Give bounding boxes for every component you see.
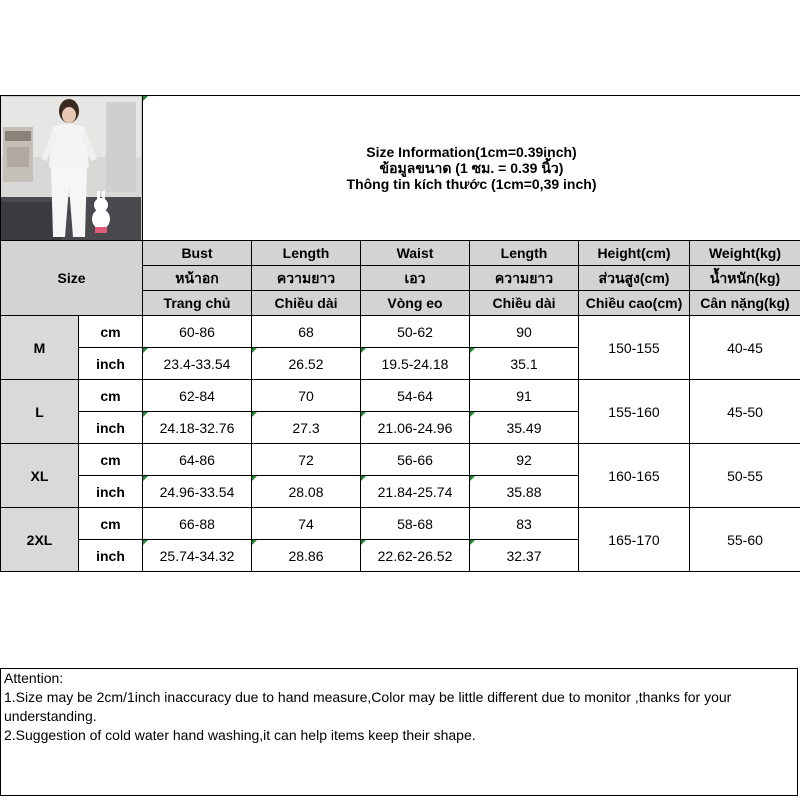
cell-corner-marker [470, 540, 475, 545]
title-thai: ข้อมูลขนาด (1 ซม. = 0.39 นิ้ว) [379, 160, 564, 176]
2xl-length-cm: 74 [252, 508, 361, 540]
title-vietnamese: Thông tin kích thước (1cm=0,39 inch) [346, 176, 597, 192]
xl-bust-cm: 64-86 [143, 444, 252, 476]
l-length-inch: 27.3 [252, 412, 361, 444]
col-header-waist-vi: Vòng eo [361, 291, 470, 316]
l-bust-cm: 62-84 [143, 380, 252, 412]
cell-corner-marker [361, 540, 366, 545]
unit-cm: cm [79, 508, 143, 540]
title-cell [143, 96, 800, 241]
col-header-waist-en: Waist [361, 241, 470, 266]
2xl-length2-cm: 83 [470, 508, 579, 540]
unit-inch: inch [79, 540, 143, 572]
notes-line-2: 2.Suggestion of cold water hand washing,it can help items keep their shape. [4, 727, 476, 743]
cell-corner-marker [361, 348, 366, 353]
m-length-cm: 68 [252, 316, 361, 348]
col-header-height-th: ส่วนสูง(cm) [579, 266, 690, 291]
col-header-height-en: Height(cm) [579, 241, 690, 266]
cell-corner-marker [470, 412, 475, 417]
m-waist-cm: 50-62 [361, 316, 470, 348]
col-header-bust-vi: Trang chủ [143, 291, 252, 316]
col-header-length-th: ความยาว [252, 266, 361, 291]
cell-corner-marker [143, 348, 148, 353]
model-photo-illustration [1, 97, 141, 240]
cell-corner-marker [252, 476, 257, 481]
m-length2-inch: 35.1 [470, 348, 579, 380]
unit-inch: inch [79, 412, 143, 444]
size-label-2xl: 2XL [1, 508, 79, 572]
l-height: 155-160 [579, 380, 690, 444]
2xl-height: 165-170 [579, 508, 690, 572]
xl-waist-cm: 56-66 [361, 444, 470, 476]
2xl-weight: 55-60 [690, 508, 800, 572]
cell-corner-marker [143, 96, 148, 101]
unit-inch: inch [79, 476, 143, 508]
unit-cm: cm [79, 444, 143, 476]
notes-heading: Attention: [4, 670, 64, 686]
col-header-length2-vi: Chiều dài [470, 291, 579, 316]
l-weight: 45-50 [690, 380, 800, 444]
unit-cm: cm [79, 380, 143, 412]
m-length-inch: 26.52 [252, 348, 361, 380]
unit-inch: inch [79, 348, 143, 380]
col-header-length-en: Length [252, 241, 361, 266]
2xl-waist-inch: 22.62-26.52 [361, 540, 470, 572]
2xl-bust-cm: 66-88 [143, 508, 252, 540]
xl-waist-inch: 21.84-25.74 [361, 476, 470, 508]
xl-length-cm: 72 [252, 444, 361, 476]
xl-length2-inch: 35.88 [470, 476, 579, 508]
cell-corner-marker [252, 348, 257, 353]
title-english: Size Information(1cm=0.39inch) [366, 144, 577, 160]
unit-cm: cm [79, 316, 143, 348]
notes-line-1: 1.Size may be 2cm/1inch inaccuracy due to hand measure,Color may be little different due to monitor ,thanks for your understanding. [4, 689, 732, 724]
col-header-length-vi: Chiều dài [252, 291, 361, 316]
col-header-length2-en: Length [470, 241, 579, 266]
size-header: Size [1, 241, 143, 316]
cell-corner-marker [252, 540, 257, 545]
size-label-l: L [1, 380, 79, 444]
cell-corner-marker [143, 476, 148, 481]
xl-weight: 50-55 [690, 444, 800, 508]
product-photo [1, 96, 143, 241]
cell-corner-marker [143, 540, 148, 545]
l-length2-cm: 91 [470, 380, 579, 412]
2xl-length2-inch: 32.37 [470, 540, 579, 572]
cell-corner-marker [361, 412, 366, 417]
2xl-length-inch: 28.86 [252, 540, 361, 572]
m-waist-inch: 19.5-24.18 [361, 348, 470, 380]
col-header-bust-en: Bust [143, 241, 252, 266]
col-header-bust-th: หน้าอก [143, 266, 252, 291]
attention-notes [0, 668, 798, 796]
l-bust-inch: 24.18-32.76 [143, 412, 252, 444]
l-waist-cm: 54-64 [361, 380, 470, 412]
col-header-waist-th: เอว [361, 266, 470, 291]
cell-corner-marker [361, 476, 366, 481]
col-header-weight-vi: Cân nặng(kg) [690, 291, 800, 316]
m-bust-cm: 60-86 [143, 316, 252, 348]
2xl-waist-cm: 58-68 [361, 508, 470, 540]
size-chart-table [0, 95, 800, 572]
l-length-cm: 70 [252, 380, 361, 412]
size-chart-sheet [0, 95, 800, 743]
m-height: 150-155 [579, 316, 690, 380]
cell-corner-marker [470, 348, 475, 353]
l-waist-inch: 21.06-24.96 [361, 412, 470, 444]
xl-bust-inch: 24.96-33.54 [143, 476, 252, 508]
cell-corner-marker [470, 476, 475, 481]
size-label-xl: XL [1, 444, 79, 508]
xl-length2-cm: 92 [470, 444, 579, 476]
m-weight: 40-45 [690, 316, 800, 380]
2xl-bust-inch: 25.74-34.32 [143, 540, 252, 572]
col-header-height-vi: Chiều cao(cm) [579, 291, 690, 316]
l-length2-inch: 35.49 [470, 412, 579, 444]
cell-corner-marker [143, 412, 148, 417]
xl-length-inch: 28.08 [252, 476, 361, 508]
cell-corner-marker [252, 412, 257, 417]
col-header-weight-en: Weight(kg) [690, 241, 800, 266]
m-bust-inch: 23.4-33.54 [143, 348, 252, 380]
col-header-weight-th: น้ำหนัก(kg) [690, 266, 800, 291]
col-header-length2-th: ความยาว [470, 266, 579, 291]
size-label-m: M [1, 316, 79, 380]
xl-height: 160-165 [579, 444, 690, 508]
m-length2-cm: 90 [470, 316, 579, 348]
